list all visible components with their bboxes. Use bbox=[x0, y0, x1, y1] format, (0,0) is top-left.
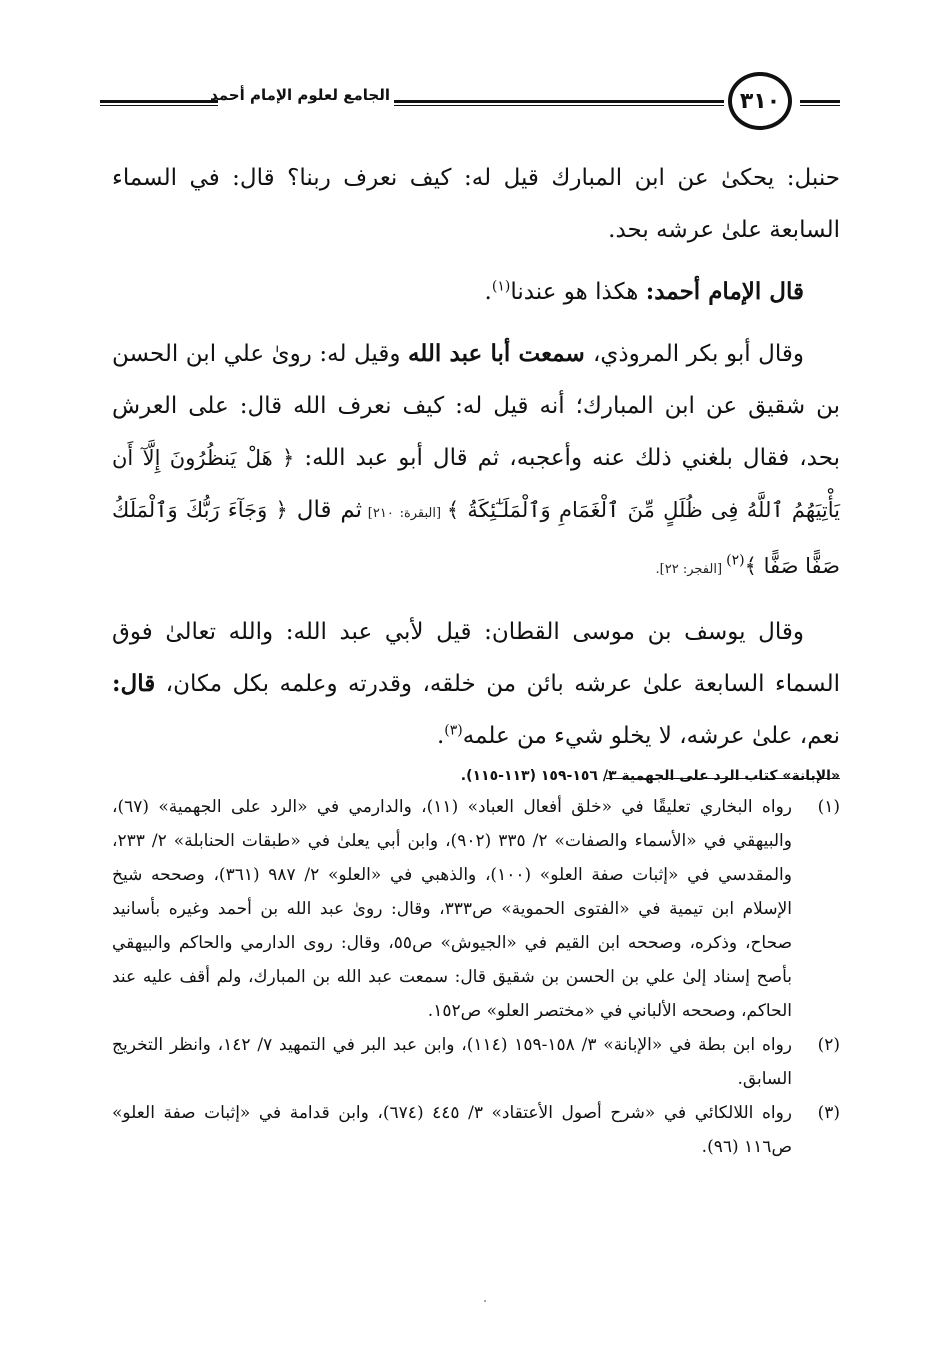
footnote-ref-3: (٣) bbox=[444, 722, 463, 739]
paragraph-3 bbox=[112, 328, 840, 596]
scan-speck bbox=[484, 1300, 486, 1302]
page-header bbox=[100, 70, 840, 140]
paragraph-4 bbox=[112, 606, 840, 762]
paragraph-1 bbox=[112, 152, 840, 256]
narrator-bold: سمعت أبا عبد الله bbox=[407, 340, 593, 367]
paragraph-4-text-a: وقال يوسف بن موسى القطان: قيل لأبي عبد الله: والله تعالىٰ فوق السماء السابعة علىٰ عرشه بائن من خلقه، وقدرته وعلمه بكل مكان، bbox=[112, 619, 840, 697]
footnote-ref-2: (٢) bbox=[726, 552, 745, 569]
footnote-number: (١) bbox=[817, 797, 840, 817]
footnote-number: (٢) bbox=[817, 1035, 840, 1055]
paragraph-3-text-c: ثم قال bbox=[287, 497, 363, 523]
footnote-ref-1: (١) bbox=[491, 278, 511, 295]
footnote-number: (٣) bbox=[817, 1103, 840, 1123]
paragraph-2 bbox=[112, 266, 840, 318]
footnote-3 bbox=[112, 1096, 840, 1164]
header-rule-middle bbox=[394, 100, 724, 106]
footnote-text: رواه اللالكائي في «شرح أصول الأعتقاد» ٣/ ٤٤٥ (٦٧٤)، وابن قدامة في «إثبات صفة العلو» ص١١٦ (٩٦). bbox=[112, 1103, 792, 1157]
footnote-1 bbox=[112, 790, 840, 1028]
paragraph-3-text-b: وقيل له: روىٰ علي ابن الحسن بن شقيق عن ابن المبارك؛ أنه قيل له: كيف نعرف الله قال: على العرش بحد، فقال بلغني ذلك عنه وأعجبه، ثم قال أبو عبد الله: bbox=[112, 341, 841, 471]
imam-ahmad-saying-label: قال الإمام أحمد: bbox=[645, 278, 804, 305]
qala-bold: قال: bbox=[112, 670, 156, 697]
verse-ref-baqarah: [البقرة: ٢١٠] bbox=[362, 506, 447, 521]
quran-verse-baqarah: ﴿ هَلْ يَنظُرُونَ إِلَّآ أَن يَأْتِيَهُمُ ٱللَّهُ فِى ظُلَلٍ مِّنَ ٱلْغَمَامِ وَٱلْمَلَـٰٓئِكَةُ ﴾ bbox=[112, 446, 841, 522]
paragraph-1-text: حنبل: يحكىٰ عن ابن المبارك قيل له: كيف نعرف ربنا؟ قال: في السماء السابعة علىٰ عرشه بحد. bbox=[112, 165, 840, 243]
footnote-text: رواه البخاري تعليقًا في «خلق أفعال العباد» (١١)، والدارمي في «الرد على الجهمية» (٦٧)، والبيهقي في «الأسماء والصفات» ٢/ ٣٣٥ (٩٠٢)، وابن أبي يعلىٰ في «طبقات الحنابلة» ٢/ ٢٣٣، والمقدسي في «إثبات صفة العلو» (١٠٠)، والذهبي في «العلو» ٢/ ٩٨٧ (٣٦١)، وصححه شيخ الإسلام ابن تيمية في «الفتوى الحموية» ص٣٣٣، وقال: روىٰ عبد الله بن أحمد وغيره بأسانيد صحاح، وذكره، وصححه ابن القيم في «الجيوش» ص٥٥، وقال: روى الدارمي والحاكم والبيهقي بأصح إسناد إلىٰ علي بن الحسن بن شقيق قال: سمعت عبد الله بن المبارك، ولم أقف عليه عند الحاكم، وصححه الألباني في «مختصر العلو» ص١٥٢. bbox=[112, 797, 793, 1021]
page-number: ٣١٠ bbox=[728, 72, 792, 130]
paragraph-2-end: . bbox=[484, 279, 492, 305]
footnote-separator bbox=[606, 778, 840, 779]
footnote-text: رواه ابن بطة في «الإبانة» ٣/ ١٥٨-١٥٩ (١١٤)، وابن عبد البر في التمهيد ٧/ ١٤٢، وانظر التخريج السابق. bbox=[112, 1035, 792, 1089]
paragraph-3-text-a: وقال أبو بكر المروذي، bbox=[592, 341, 804, 367]
footnotes bbox=[112, 790, 840, 1164]
paragraph-4-text-b: نعم، علىٰ عرشه، لا يخلو شيء من علمه bbox=[462, 723, 840, 749]
source-citation: «الإبانة» كتاب الرد على الجهمية ٣/ ١٥٦-١٥٩ (١١٣-١١٥). bbox=[460, 768, 840, 784]
footnote-2 bbox=[112, 1028, 840, 1096]
quran-verse-fajr: ﴿ وَجَآءَ رَبُّكَ وَٱلْمَلَكُ صَفًّا صَفًّا ﴾ bbox=[112, 498, 840, 578]
paragraph-2-text: هكذا هو عندنا bbox=[510, 279, 646, 305]
main-text bbox=[112, 152, 840, 784]
verse-ref-fajr: [الفجر: ٢٢]. bbox=[655, 562, 727, 577]
header-rule-left bbox=[100, 100, 218, 106]
header-rule-right bbox=[800, 100, 840, 106]
running-title: الجامع لعلوم الإمام أحمد bbox=[210, 86, 390, 104]
paragraph-4-end: . bbox=[436, 723, 445, 749]
